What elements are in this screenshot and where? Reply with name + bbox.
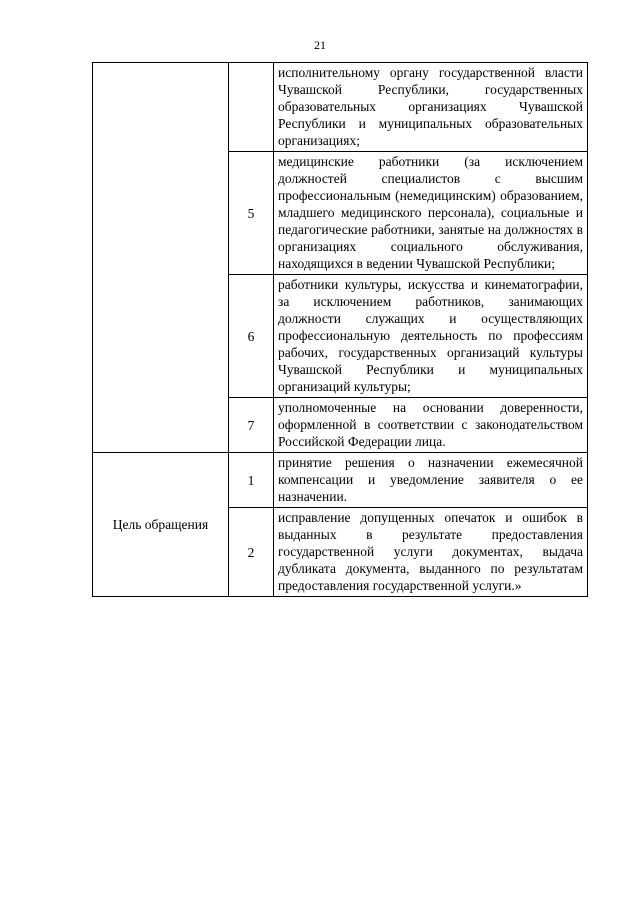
table-row [93, 63, 588, 152]
page-number: 21 [314, 38, 326, 52]
row-text-cell: медицинские работники (за исключением должностей специалистов с высшим профессиональным (немедицинским) образованием, младшего медицинского персонала), социальные и педагогические работники, занятые на должностях в организациях социального обслуживания, находящихся в ведении Чувашской Республики; [274, 152, 588, 275]
row-number-cell: 7 [229, 398, 274, 453]
document-table [92, 62, 588, 597]
row-number-cell: 1 [229, 453, 274, 508]
row-number-cell [229, 63, 274, 152]
row-text-cell: исправление допущенных опечаток и ошибок в выданных в результате предоставления государственной услуги документах, выдача дубликата документа, выданного по результатам предоставления государственной услуги.» [274, 508, 588, 597]
row-text-cell: уполномоченные на основании доверенности, оформленной в соответствии с законодательством Российской Федерации лица. [274, 398, 588, 453]
row-text-cell: работники культуры, искусства и кинематографии, за исключением работников, занимающих должности служащих и осуществляющих профессиональную деятельность по профессиям рабочих, государственных организаций культуры Чувашской Республики и муниципальных организаций культуры; [274, 275, 588, 398]
row-text-cell: принятие решения о назначении ежемесячной компенсации и уведомление заявителя о ее назначении. [274, 453, 588, 508]
row-number-cell: 5 [229, 152, 274, 275]
applicant-category-label-cell [93, 63, 229, 453]
row-number-cell: 6 [229, 275, 274, 398]
row-text-cell: исполнительному органу государственной власти Чувашской Республики, государственных образовательных организациях Чувашской Республики и муниципальных образовательных организациях; [274, 63, 588, 152]
table-row [93, 453, 588, 508]
row-number-cell: 2 [229, 508, 274, 597]
purpose-label-cell: Цель обращения [93, 453, 229, 597]
